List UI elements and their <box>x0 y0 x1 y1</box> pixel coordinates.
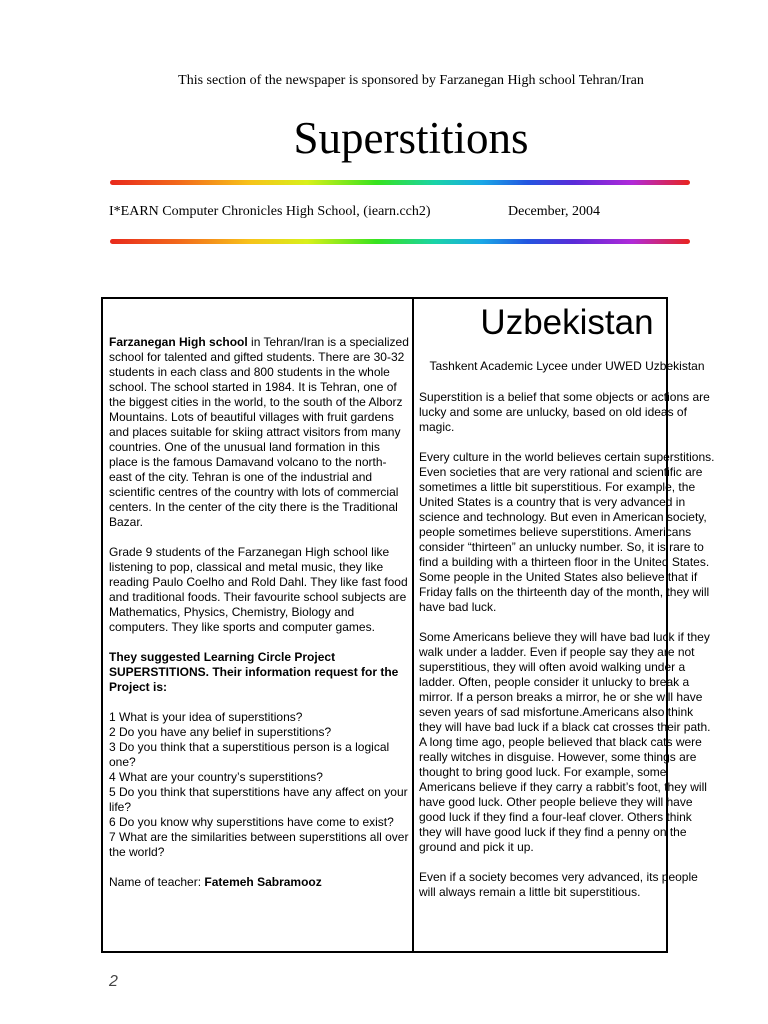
column-divider <box>412 299 414 951</box>
question-item: 5 Do you think that superstitions have any affect on your life? <box>109 785 408 814</box>
question-item: 7 What are the similarities between superstitions all over the world? <box>109 830 409 859</box>
project-heading: They suggested Learning Circle Project SUPERSTITIONS. Their information request for the Project is: <box>109 650 399 694</box>
masthead: I*EARN Computer Chronicles High School, (iearn.cch2) <box>109 204 431 219</box>
country-heading: Uzbekistan <box>480 303 654 342</box>
issue-date: December, 2004 <box>508 204 600 219</box>
question-item: 2 Do you have any belief in superstitions? <box>109 725 332 739</box>
paragraph-definition: Superstition is a belief that some objects or actions are lucky and some are unlucky, based on old ideas of magic. <box>419 390 710 434</box>
paragraph-conclusion: Even if a society becomes very advanced, its people will always remain a little bit superstitious. <box>419 870 698 899</box>
left-column <box>109 335 409 905</box>
question-item: 6 Do you know why superstitions have come to exist? <box>109 815 394 829</box>
question-list <box>109 710 409 860</box>
article-table <box>101 297 715 953</box>
paragraph-examples: Some Americans believe they will have bad luck if they walk under a ladder. Even if people say they are not superstitious, they will often avoid walking under a ladder. Often, people consider it unlucky to break a mirror. If a person breaks a mirror, he or she will have seven years of sad misfortune.Americans also think they will have bad luck if a black cat crosses their path. A long time ago, people believed that black cats were really witches in disguise. However, some things are thought to bring good luck. For example, some Americans believe if they carry a rabbit’s foot, they will have good luck. Other people believe they will have good luck if they find a four-leaf clover. Others think they will have good luck if they find a penny on the ground and pick it up. <box>419 630 711 854</box>
school-subtitle: Tashkent Academic Lycee under UWED Uzbekistan <box>429 359 705 373</box>
question-item: 1 What is your idea of superstitions? <box>109 710 303 724</box>
sponsor-line: This section of the newspaper is sponsored by Farzanegan High school Tehran/Iran <box>178 73 644 88</box>
school-name: Farzanegan High school <box>109 335 248 349</box>
question-item: 3 Do you think that a superstitious person is a logical one? <box>109 740 390 769</box>
right-column <box>419 299 715 915</box>
teacher-line <box>109 875 409 890</box>
grade-paragraph: Grade 9 students of the Farzanegan High school like listening to pop, classical and metal music, they like reading Paulo Coelho and Rold Dahl. They like fast food and traditional foods. Their favourite school subjects are Mathematics, Physics, Chemistry, Biology and computers. They like sports and computer games. <box>109 545 408 634</box>
intro-text: in Tehran/Iran is a specialized school for talented and gifted students. There are 30-32 students in each class and 800 students in the whole school. The school started in 1984. It is Tehran, one of the biggest cities in the world, to the south of the Alborz Mountains. Lots of beautiful villages with fruit gardens and places suitable for skiing attract visitors from many countries. One of the unusual land formation in this place is the famous Damavand volcano to the north-east of the city. Tehran is one of the industrial and scientific centres of the country with lots of commercial centers. In the center of the city there is the Traditional Bazar. <box>109 335 409 529</box>
question-item: 4 What are your country’s superstitions? <box>109 770 323 784</box>
intro-paragraph <box>109 335 409 530</box>
page-number: 2 <box>109 973 118 990</box>
teacher-label: Name of teacher: <box>109 875 205 889</box>
paragraph-culture: Every culture in the world believes certain superstitions. Even societies that are very rational and scientific are sometimes a little bit superstitious. For example, the United States is a country that is very advanced in science and technology. But even in American society, people sometimes believe superstitions. Americans consider “thirteen” an unlucky number. So, it is rare to find a building with a thirteen floor in the United States. Some people in the United States also believe that if Friday falls on the thirteenth day of the month, they will have bad luck. <box>419 450 715 614</box>
page-title: Superstitions <box>293 113 529 163</box>
rainbow-divider-top <box>110 180 690 185</box>
rainbow-divider-bottom <box>110 239 690 244</box>
teacher-name: Fatemeh Sabramooz <box>204 875 322 889</box>
